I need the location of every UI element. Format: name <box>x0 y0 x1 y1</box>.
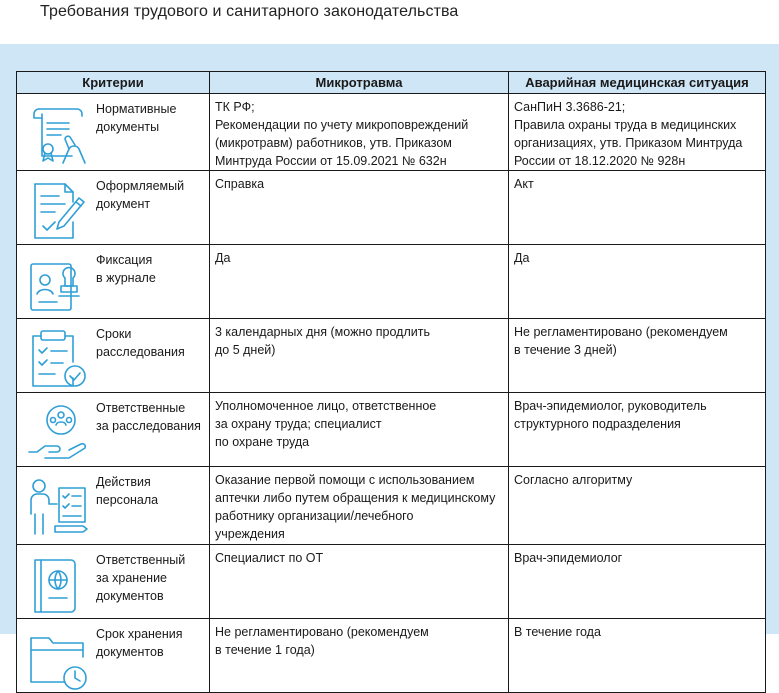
criterion-label: документов <box>96 589 164 603</box>
criterion-label: Ответственные <box>96 401 186 415</box>
page-title: Требования трудового и санитарного законодательства <box>40 3 459 20</box>
microtrauma-cell <box>210 171 509 245</box>
table-row <box>17 245 766 319</box>
cell-text: СанПиН 3.3686-21; <box>514 100 626 114</box>
criterion-label: Оформляемый <box>96 179 185 193</box>
cell-text: работнику организации/лечебного <box>215 509 414 523</box>
cell-text: учреждения <box>215 527 285 541</box>
table-row <box>17 545 766 619</box>
cell-text: В течение года <box>514 625 601 639</box>
cell-text: Врач-эпидемиолог, руководитель <box>514 399 707 413</box>
criterion-label: за расследования <box>96 419 201 433</box>
criterion-cell <box>17 619 210 693</box>
cell-text: Справка <box>215 177 265 191</box>
cell-text: России от 18.12.2020 № 928н <box>514 154 686 168</box>
cell-text: структурного подразделения <box>514 417 681 431</box>
criterion-cell <box>17 319 210 393</box>
cell-text: 3 календарных дня (можно продлить <box>215 325 430 339</box>
cell-text: Рекомендации по учету микроповреждений <box>215 118 469 132</box>
microtrauma-cell <box>210 467 509 545</box>
microtrauma-cell <box>210 319 509 393</box>
cell-text: Правила охраны труда в медицинских <box>514 118 737 132</box>
criterion-label: документов <box>96 645 164 659</box>
microtrauma-cell <box>210 393 509 467</box>
passport-globe-icon <box>25 552 91 618</box>
microtrauma-cell <box>210 619 509 693</box>
criterion-label: Действия <box>96 475 151 489</box>
cell-text: в течение 3 дней) <box>514 343 617 357</box>
criterion-label: расследования <box>96 345 185 359</box>
cell-text: Врач-эпидемиолог <box>514 551 623 565</box>
criterion-label: Срок хранения <box>96 627 183 641</box>
emergency-cell <box>509 245 766 319</box>
document-certificate-icon <box>25 101 91 167</box>
emergency-cell <box>509 393 766 467</box>
folder-clock-icon <box>25 626 91 692</box>
criterion-cell <box>17 94 210 171</box>
emergency-cell <box>509 467 766 545</box>
header-criteria: Критерии <box>17 72 210 94</box>
criterion-cell <box>17 245 210 319</box>
criterion-label: документы <box>96 120 160 134</box>
cell-text: Да <box>514 251 530 265</box>
cell-text: Минтруда России от 15.09.2021 № 632н <box>215 154 447 168</box>
cell-text: Да <box>215 251 231 265</box>
cell-text: Уполномоченное лицо, ответственное <box>215 399 437 413</box>
criterion-cell <box>17 467 210 545</box>
criterion-label: Фиксация <box>96 253 153 267</box>
cell-text: до 5 дней) <box>215 343 276 357</box>
cell-text: Не регламентировано (рекомендуем <box>215 625 429 639</box>
criterion-label: персонала <box>96 493 159 507</box>
cell-text: организациях, утв. Приказом Минтруда <box>514 136 743 150</box>
microtrauma-cell <box>210 545 509 619</box>
table-row <box>17 619 766 693</box>
cell-text: Согласно алгоритму <box>514 473 633 487</box>
criterion-label: в журнале <box>96 271 156 285</box>
table-row <box>17 319 766 393</box>
table-row <box>17 94 766 171</box>
cell-text: ТК РФ; <box>215 100 255 114</box>
requirements-table <box>16 71 766 693</box>
criterion-label: Нормативные <box>96 102 177 116</box>
clipboard-check-icon <box>25 326 91 392</box>
emergency-cell <box>509 545 766 619</box>
table-header-row <box>17 72 766 94</box>
microtrauma-cell <box>210 245 509 319</box>
criterion-cell <box>17 393 210 467</box>
table-row <box>17 393 766 467</box>
cell-text: Оказание первой помощи с использованием <box>215 473 475 487</box>
person-checklist-icon <box>25 474 91 540</box>
cell-text: Акт <box>514 177 534 191</box>
id-card-stamp-icon <box>25 252 91 318</box>
criterion-label: Ответственный <box>96 553 186 567</box>
criterion-cell <box>17 545 210 619</box>
header-microtrauma: Микротравма <box>210 72 509 94</box>
cell-text: (микротравм) работников, утв. Приказом <box>215 136 452 150</box>
emergency-cell <box>509 319 766 393</box>
emergency-cell <box>509 94 766 171</box>
table-row <box>17 171 766 245</box>
criterion-label: Сроки <box>96 327 132 341</box>
emergency-cell <box>509 171 766 245</box>
criterion-cell <box>17 171 210 245</box>
hand-group-icon <box>25 400 91 466</box>
microtrauma-cell <box>210 94 509 171</box>
cell-text: аптечки либо путем обращения к медицинскому <box>215 491 496 505</box>
cell-text: по охране труда <box>215 435 310 449</box>
table-frame <box>0 44 779 659</box>
document-pen-icon <box>25 178 91 244</box>
table-row <box>17 467 766 545</box>
cell-text: Специалист по ОТ <box>215 551 324 565</box>
criterion-label: документ <box>96 197 151 211</box>
cell-text: Не регламентировано (рекомендуем <box>514 325 728 339</box>
criterion-label: за хранение <box>96 571 168 585</box>
header-emergency: Аварийная медицинская ситуация <box>509 72 766 94</box>
emergency-cell <box>509 619 766 693</box>
cell-text: за охрану труда; специалист <box>215 417 382 431</box>
cell-text: в течение 1 года) <box>215 643 315 657</box>
